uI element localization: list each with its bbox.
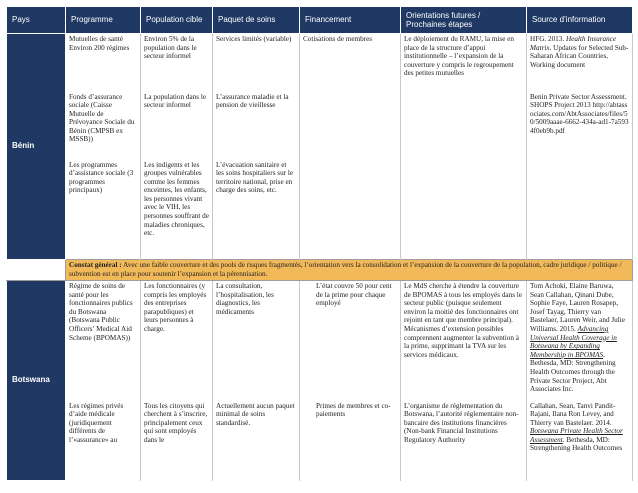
cell-population: Les fonctionnaires (y compris les employés des entreprises parapubliques) et leurs personnes à charge.: [141, 281, 213, 401]
cell-orientations: [401, 160, 527, 260]
cell-source: [527, 281, 633, 401]
cell-source: Benin Private Sector Assessment. SHOPS Project 2013 http://abtassociates.com/AbtAssociates/files/50/5009aaae-6662-434a-ad1-7a5934f0eb9b.pdf: [527, 92, 633, 260]
cell-programme: Fonds d’assurance sociale (Caisse Mutuelle de Prévoyance Sociale du Bénin (CMPSB ex MSSB)): [66, 92, 141, 160]
header-paquet: Paquet de soins: [213, 7, 300, 34]
summary-label: Constat général :: [69, 261, 122, 269]
source-text: . Bethesda, MD: Strengthening Health Outcomes: [530, 435, 623, 453]
cell-paquet: La consultation, l’hospitalisation, les diagnostics, les médicaments: [213, 281, 300, 401]
source-title: Health Insurance Matrix: [530, 35, 617, 52]
table-row: [7, 34, 633, 92]
cell-programme: Régime de soins de santé pour les fonctionnaires publics du Botswana (Botswana Public Officers’ Medical Aid Scheme (BPOMAS)): [66, 281, 141, 401]
source-text: HFG. 2013.: [530, 35, 565, 43]
header-financement: Financement: [300, 7, 401, 34]
cell-orientations: Le MdS cherche à étendre la couverture de BPOMAS à tous les employés dans le secteur public (puisque seulement environ la moitié des fonctionnaires ont rejoint en tant que membre principal). Mécanismes d’extension possibles comprennent augmenter la subvention à la prime, supprimant la TVA sur les services médicaux.: [401, 281, 527, 401]
header-row: [7, 7, 633, 34]
source-text: . Updates for Selected Sub-Saharan African Countries, Working document: [530, 43, 629, 69]
header-population: Population cible: [141, 7, 213, 34]
header-programme: Programme: [66, 7, 141, 34]
summary-row: [7, 260, 633, 281]
source-title: Botswana Private Health Sector Assessment: [530, 427, 623, 444]
cell-paquet: L’évacuation sanitaire et les soins hospitaliers sur le territoire national, prise en charge des soins, etc.: [213, 160, 300, 260]
cell-source: [527, 34, 633, 92]
cell-population: La population dans le secteur informel: [141, 92, 213, 160]
source-text: . Bethesda, MD: Strengthening Health Outcomes through the Private Sector Project, Abt Associates Inc.: [530, 350, 616, 394]
cell-programme: Les programmes d’assistance sociale (3 programmes principaux): [66, 160, 141, 260]
cell-orientations: Le déploiement du RAMU, la mise en place de la structure d’appui institutionnelle – l’expansion de la couverture y compris le regroupement des petites mutuelles: [401, 34, 527, 160]
summary-cell: [66, 260, 633, 281]
source-text: Tom Achoki, Elaine Baruwa, Sean Callahan, Qinani Dube, Sophie Faye, Lauren Rosapep, Josef Tayag, Thierry van Bastelaer, Lauren Weir, and Julie Williams. 2015.: [530, 282, 625, 333]
header-orientations: Orientations futures / Prochaines étapes: [401, 7, 527, 34]
header-source: Source d’information: [527, 7, 633, 34]
table-row: [7, 92, 633, 160]
summary-text: Avec une faible couverture et des pools de risques fragmentés, l’orientation vers la consolidation et l’expansion de la couverture de la population, cadre juridique / politique / subvention est en place pour soutenir l’expansion et la pérennisation.: [69, 261, 622, 278]
country-cell-benin: Bénin: [7, 34, 66, 260]
cell-population: Environ 5% de la population dans le secteur informel: [141, 34, 213, 92]
cell-source: [527, 401, 633, 481]
cell-population: Les indigents et les groupes vulnérables comme les femmes enceintes, les enfants, les personnes vivant avec le VIH, les personnes souffrant de maladies chroniques, etc.: [141, 160, 213, 260]
country-cell-botswana: Botswana: [7, 281, 66, 481]
cell-financement: [300, 92, 401, 160]
header-pays: Pays: [7, 7, 66, 34]
summary-spacer: [7, 260, 66, 281]
source-title: Advancing Universal Health Coverage in Botswana by Expanding Membership in BPOMAS: [530, 324, 617, 359]
health-insurance-table: [6, 6, 633, 481]
cell-programme: Les régimes privés d’aide médicale (juridiquement différents de l’«assurance» au: [66, 401, 141, 481]
cell-financement: L’état couvre 50 pour cent de la prime pour chaque employé: [300, 281, 401, 401]
cell-financement: Primes de membres et co-paiements: [300, 401, 401, 481]
cell-paquet: L’assurance maladie et la pension de vieillesse: [213, 92, 300, 160]
cell-programme: Mutuelles de santé Environ 200 régimes: [66, 34, 141, 92]
cell-orientations: L’organisme de réglementation du Botswana, l’autorité réglementaire non-bancaire des institutions financières (Non-bank Financial Institutions Regulatory Authority: [401, 401, 527, 481]
table-row: [7, 281, 633, 401]
cell-financement: [300, 160, 401, 260]
cell-financement: Cotisations de membres: [300, 34, 401, 92]
cell-paquet: Actuellement aucun paquet minimal de soins standardisé.: [213, 401, 300, 481]
cell-population: Tous les citoyens qui cherchent à s’inscrire, principalement ceux qui sont employés dans le: [141, 401, 213, 481]
table-row: [7, 401, 633, 481]
cell-paquet: Services limités (variable): [213, 34, 300, 92]
source-text: Callahan, Sean, Tanvi Pandit-Rajani, Ilana Ron Levey, and Thierry van Bastelaer. 2014.: [530, 401, 616, 427]
